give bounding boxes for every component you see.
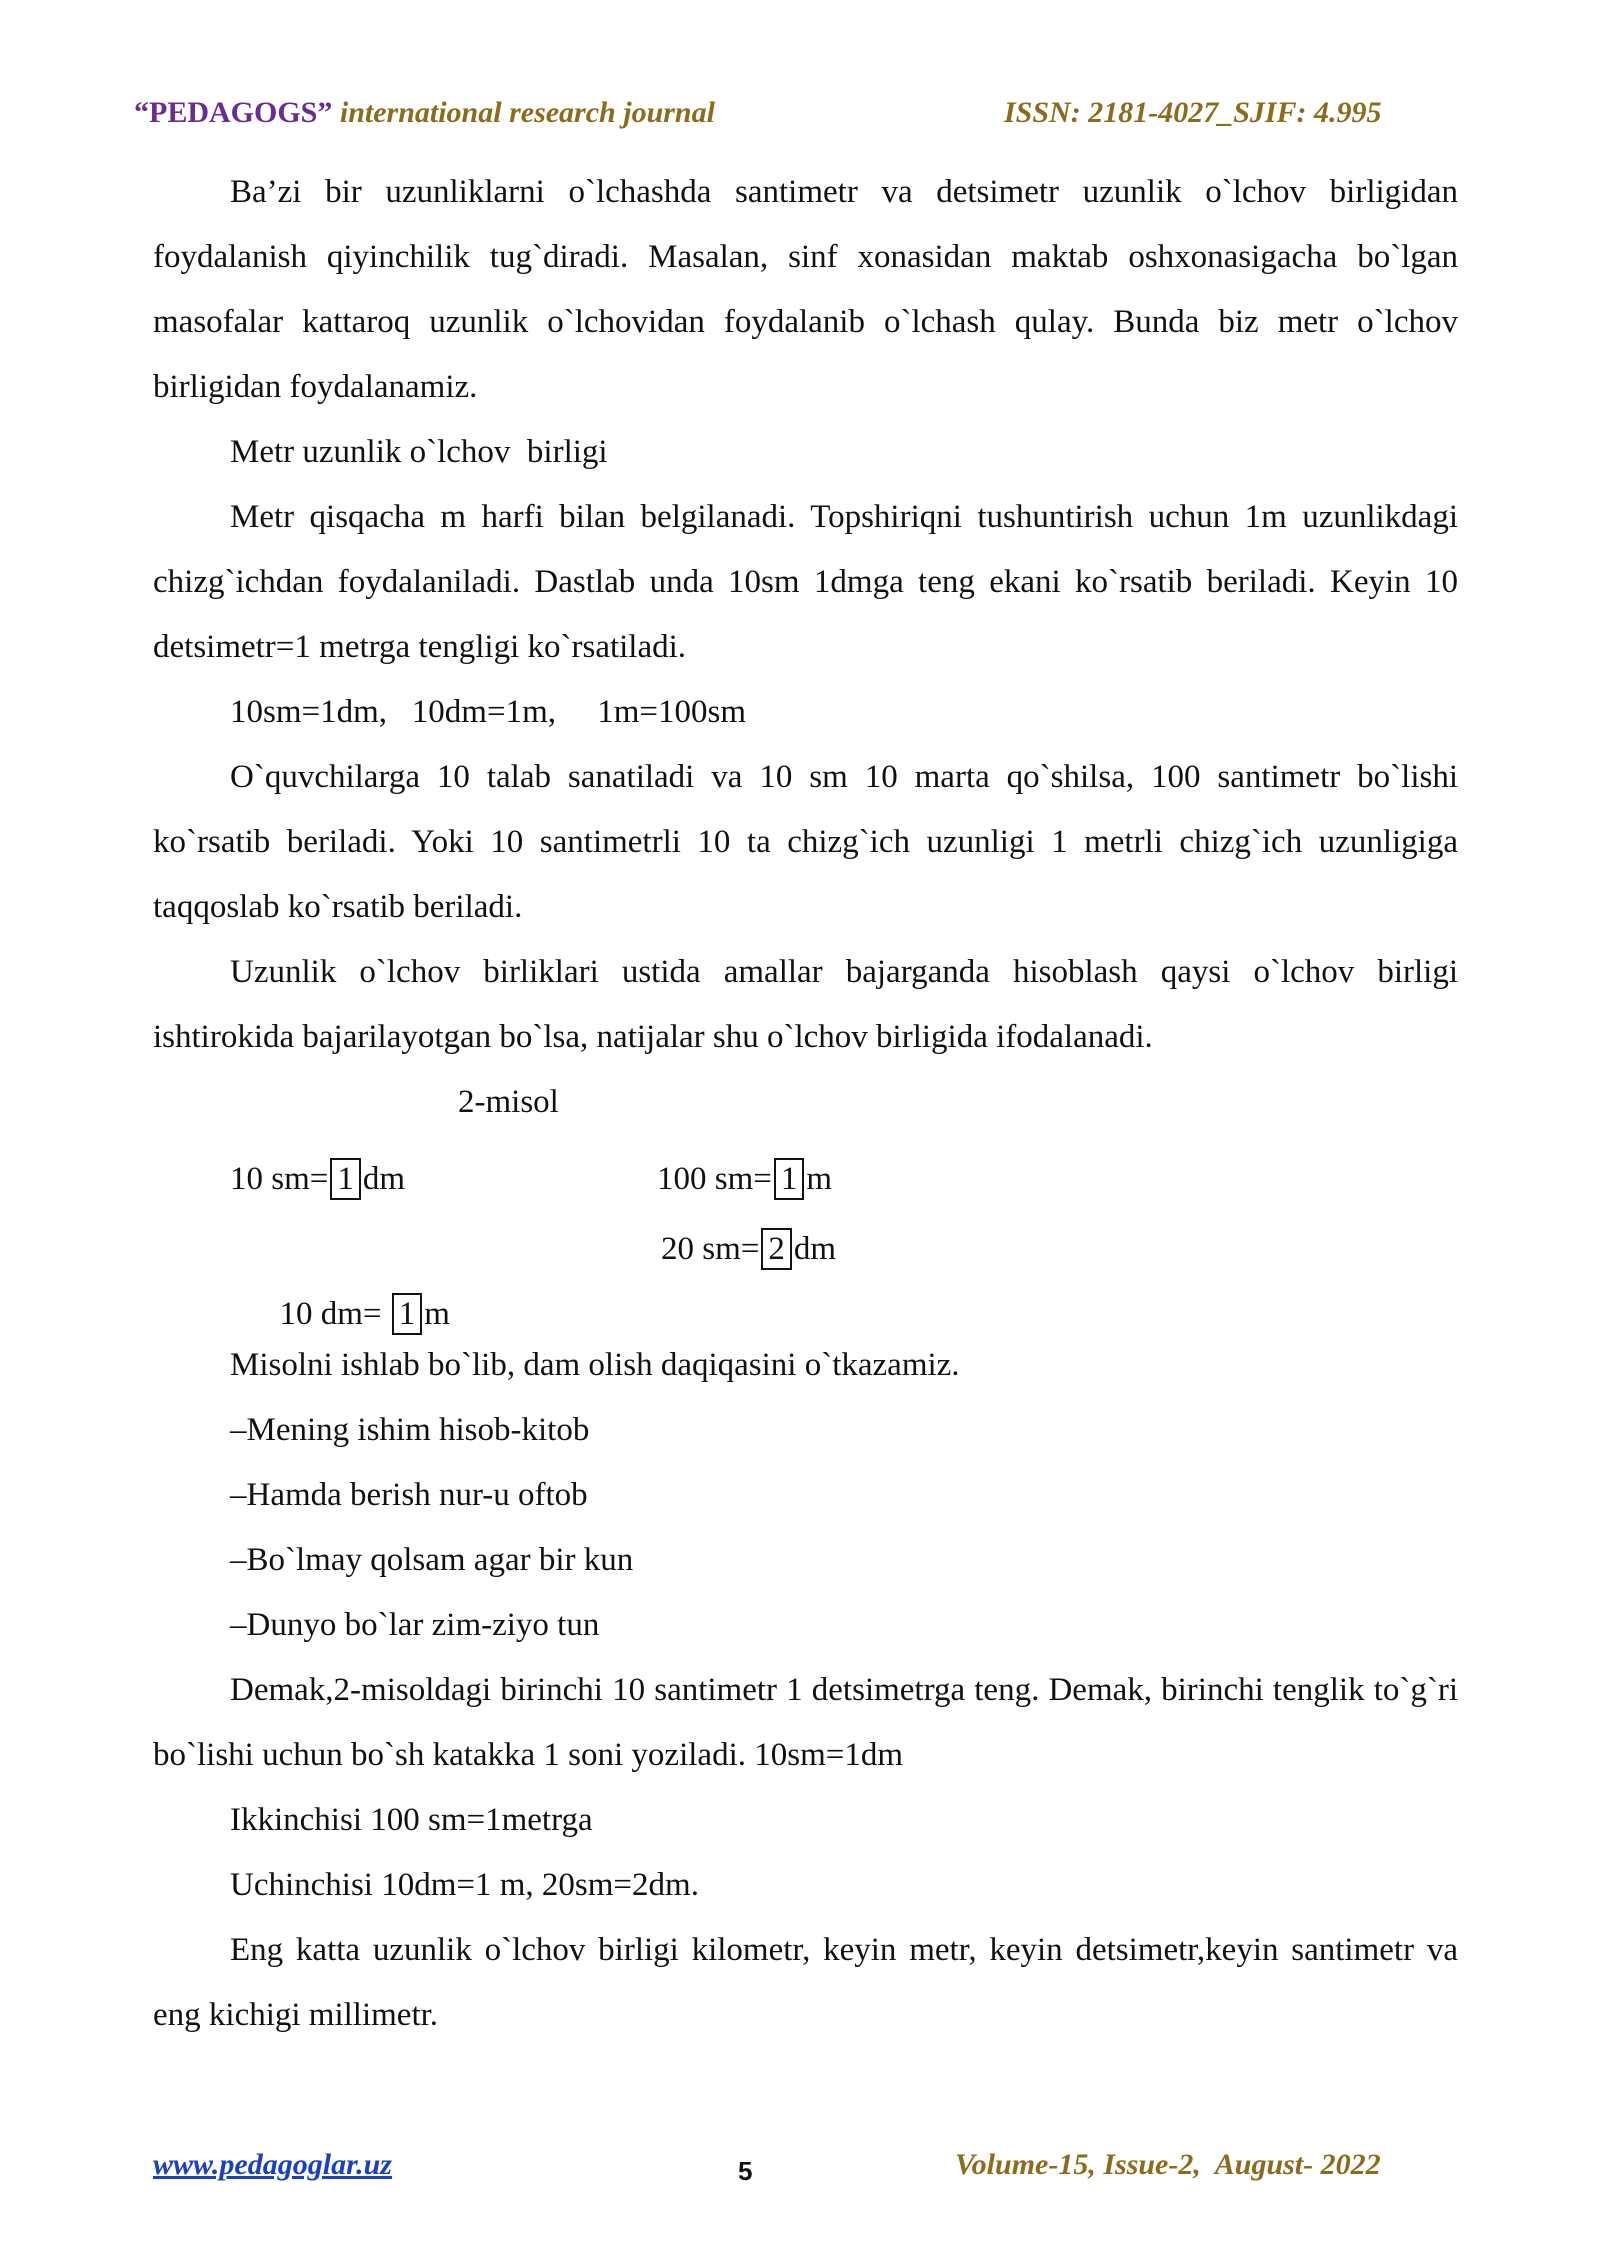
page-number: 5 <box>738 2156 753 2186</box>
answer-box: 1 <box>774 1158 805 1200</box>
equation-lhs: 100 sm= <box>657 1161 772 1197</box>
equation-4 <box>661 1217 836 1282</box>
formula-line: 10sm=1dm, 10dm=1m, 1m=100sm <box>230 694 747 730</box>
article-body <box>153 160 1458 2048</box>
issn-label: ISSN: 2181-4027_SJIF: 4.995 <box>1004 96 1382 129</box>
section-heading: Metr uzunlik o`lchov birligi <box>230 434 608 470</box>
equation-lhs: 10 sm= <box>230 1161 329 1197</box>
page-footer <box>153 2148 1453 2198</box>
journal-brand: “PEDAGOGS” <box>134 96 333 129</box>
paragraph: Ba’zi bir uzunliklarni o`lchashda santimetr va detsimetr uzunlik o`lchov birligidan foydalanish qiyinchilik tug`diradi. Masalan, sinf xonasidan maktab oshxonasigacha bo`lgan masofalar kattaroq uzunlik o`lchovidan foydalanib o`lchash qulay. Bunda biz metr o`lchov birligidan foydalanamiz. <box>153 174 1458 405</box>
answer-box: 1 <box>392 1293 423 1335</box>
paragraph: Ikkinchisi 100 sm=1metrga <box>230 1802 593 1838</box>
paragraph: Eng katta uzunlik o`lchov birligi kilometr, keyin metr, keyin detsimetr,keyin santimetr va eng kichigi millimetr. <box>153 1932 1458 2033</box>
volume-info: Volume-15, Issue-2, August- 2022 <box>955 2148 1381 2181</box>
page-header <box>134 96 1434 140</box>
example-equations <box>153 1137 1458 1332</box>
poem-line: –Bo`lmay qolsam agar bir kun <box>230 1542 634 1578</box>
equation-unit: m <box>806 1161 833 1197</box>
paragraph: Demak,2-misoldagi birinchi 10 santimetr 1 detsimetrga teng. Demak, birinchi tenglik to`g`ri bo`lishi uchun bo`sh katakka 1 soni yoziladi. 10sm=1dm <box>153 1672 1458 1773</box>
paragraph: Uchinchisi 10dm=1 m, 20sm=2dm. <box>230 1867 699 1903</box>
equation-lhs: 10 dm= <box>279 1296 390 1332</box>
equation-lhs: 20 sm= <box>661 1231 760 1267</box>
poem-line: –Mening ishim hisob-kitob <box>230 1412 590 1448</box>
equation-3 <box>230 1217 450 1412</box>
website-link[interactable]: www.pedagoglar.uz <box>153 2148 392 2181</box>
paragraph: Misolni ishlab bo`lib, dam olish daqiqasini o`tkazamiz. <box>230 1347 960 1383</box>
paragraph: O`quvchilarga 10 talab sanatiladi va 10 sm 10 marta qo`shilsa, 100 santimetr bo`lishi ko`rsatib beriladi. Yoki 10 santimetrli 10 ta chizg`ich uzunligi 1 metrli chizg`ich uzunligiga taqqoslab ko`rsatib beriladi. <box>153 759 1458 925</box>
equation-1 <box>230 1147 405 1212</box>
example-title: 2-misol <box>458 1084 559 1120</box>
equation-unit: dm <box>362 1161 406 1197</box>
journal-title <box>134 96 715 130</box>
equation-unit: dm <box>793 1231 837 1267</box>
equation-unit: m <box>424 1296 450 1332</box>
answer-box: 1 <box>330 1158 361 1200</box>
poem-line: –Dunyo bo`lar zim-ziyo tun <box>230 1607 600 1643</box>
equation-2 <box>657 1147 832 1212</box>
poem-line: –Hamda berish nur-u oftob <box>230 1477 588 1513</box>
answer-box: 2 <box>761 1228 792 1270</box>
journal-subtitle: international research journal <box>339 96 715 129</box>
paragraph: Uzunlik o`lchov birliklari ustida amallar bajarganda hisoblash qaysi o`lchov birligi ishtirokida bajarilayotgan bo`lsa, natijalar shu o`lchov birligida ifodalanadi. <box>153 954 1458 1055</box>
paragraph: Metr qisqacha m harfi bilan belgilanadi. Topshiriqni tushuntirish uchun 1m uzunlikdagi chizg`ichdan foydalaniladi. Dastlab unda 10sm 1dmga teng ekani ko`rsatib beriladi. Keyin 10 detsimetr=1 metrga tengligi ko`rsatiladi. <box>153 499 1458 665</box>
